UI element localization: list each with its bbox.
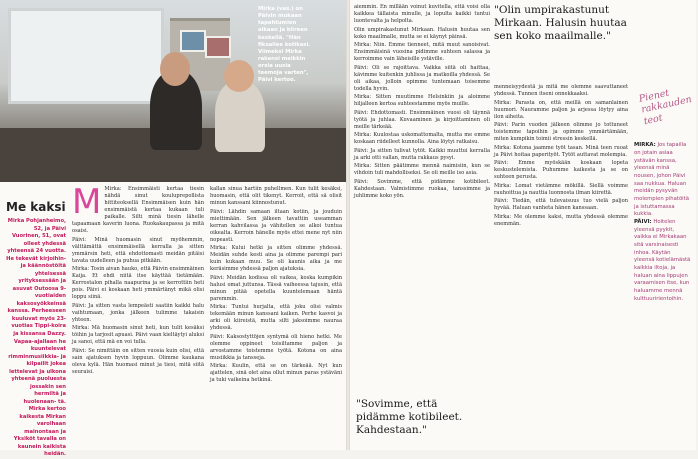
couple-photo <box>0 0 346 182</box>
paragraph: Mirka: Lomat vietämme mökillä. Siellä voimme rauhoittua ja nauttia luonnosta ilman kiirettä. <box>494 182 628 196</box>
article-column-3 <box>354 4 490 201</box>
paragraph: Mirka: Kuulin, että se on tärkeää. Nyt kun ajattelen, sinä olet aina ollut minun paras ystäväni ja tuki vaikeina hetkinä. <box>210 363 342 384</box>
paragraph: Päivi: Sovimme, että pidämme kotibileet. Kahdestaan. Valmistimme ruokaa, tanssimme ja juhlimme koko yön. <box>354 178 490 199</box>
paragraph: Mirka: Me olemme kaksi, mutta yhdessä olemme enemmän. <box>494 213 628 227</box>
paragraph: Mirka: Niin. Emme tienneet, mitä muut sanoisivat. Ensimmäisinä vuosina pidimme suhteen salassa ja kerroimme vain läheisille ystäville. <box>354 42 490 63</box>
right-page <box>350 0 696 450</box>
paragraph: kallan sinua hartiin puhellmen. Kun tulit kesäksi, huomasin, että olit tikenyt. Kerroit, että sä olisit minun kanssani kiinnostunut. <box>210 186 342 207</box>
box-item-text: Jos tapailla on jotain asiaa ystävän kanssa, yleensä minä nousen, johon Päivi saa nukkua. Haluan meidän pysyvän molempien pihatöitä ja istuttamassa kukkia. <box>634 142 689 218</box>
paragraph: Mirka: Sitten muutimme Helsinkiin ja aloimme hiljalleen kertoa suhteestamme myös muille. <box>354 94 490 108</box>
paragraph: Olin umpirakastunut Mirkaan. Halusin huutaa sen koko maailmalle, mutta se ei käynyt päinsä. <box>354 26 490 40</box>
paragraph: Mirka: Kuulostaa uskomattomalta, mutta me emme koskaan riidelleet kunnolla. Aina löytyi ratkaisu. <box>354 132 490 146</box>
box-item <box>634 219 692 303</box>
paragraph: Päivi: Meidän kodissa oli vaikea, koska kumpikin halusi omat juttunsa. Tässä vaiheessa tajusin, että minun pitää opetella kuuntelemaan häntä paremmin. <box>210 274 342 302</box>
left-page <box>0 0 346 458</box>
paragraph: menneisyydestä ja mitä me olemme saavuttaneet yhdessä. Tunnen itseni onnekkaaksi. <box>494 84 628 98</box>
pull-quote: "Olin umpirakastunut Mirkaan. Halusin huutaa sen koko maailmalle." <box>494 4 627 42</box>
paragraph: Mirka: Tuntui hurjalta, että joku olisi valmis tekemään minun kanssani kaiken. Perhe kasvoi ja arki oli kiireistä, mutta silti jaksoimme nauraa yhdessä. <box>210 304 342 332</box>
paragraph: Mirka: Mä huomasin sinut heti, kun tulit kesäksi töihin ja tarjosit apuasi. Päivi vaan kieltäytyi aluksi ja sanoi, että mä en voi tulla. <box>72 325 204 346</box>
paragraph: Mirka: Kului hetki ja sitten olimme yhdessä. Meidän suhde kesti aina ja olimme parempi pari kuin kukaan muu. Se oli kaunis aika ja me keräsimme yhdessä paljon ajatuksia. <box>210 245 342 273</box>
box-item <box>634 142 692 219</box>
picture-frame <box>205 36 231 58</box>
person-head <box>160 52 190 86</box>
paragraph: Mirka: Sitten päätimme mennä naimisiin, kun se vihdoin tuli mahdolliseksi. Se oli meille iso asia. <box>354 163 490 177</box>
paragraph: Mirka: Ensimmäisti kertaa tiesin nähdä sinut kouluprepollista hittiteoksellä Ensimmäisen kuin hän ensimmäistä kertaa kukaan tuli paikalle. Silti minä tiesin lähelle tapaamaan kaverin luona. Ruokakaupassa ja mitä osaisi. <box>72 186 204 235</box>
page-title: Me kaksi <box>6 200 66 214</box>
window-shape <box>8 8 164 104</box>
paragraph: Päivi: Emme myöskään koskaan lopeta keskustelemista. Puhumme kaikesta ja se on suhteen perusta. <box>494 160 628 181</box>
paragraph: Päivi: Minä huomasin sinut myöhemmin, välttämättä ensimmäisellä kerralla ja sitten ymmärsin heti, että ehdottomasti meidän pitäisi tavata uudelleen ja puhua pitkään. <box>72 236 204 264</box>
box-item-name: MIRKA: <box>634 142 656 149</box>
paragraph: Päivi: Lähdin samaan iltaan kotiin, ja jouduin miettimään. Sen jälkeen tavattiin useamman kerran kahvilassa ja vähitellen se alkoi tuntua oikealta. Kerroin hänelle myös ettei mene nyt niin nopeasti. <box>210 208 342 243</box>
box-item-name: PÄIVI: <box>634 218 652 225</box>
intro-sidebar <box>6 200 66 459</box>
intro-lede: Mirka Pohjanheimo, 52, ja Päivi Vuorinen, 51, ovat olleet yhdessä yhteensä 24 vuotta. He tekevät kirjoihin- ja käännöstöitä yhteisessä yrityksessään ja asuvat Outoosa 9-vuotiaiden kaksosyökkeinsä kanssa. Perheeseen kuuluvat myös 23-vuotias Tippi-koira ja kissansa Dazzy. Vapaa-ajallaan he kuuntelevat rimminmusiikkia- ja kilpailit jokea lettelevat ja ulkona yhteenä puoluesta jossakin sen hermiltä ja huolenaan- tä. Mirka kertoo kaikesta Mirkan varolhaan mainontaan ja Yksiköt tavalla on kaunein kaikista heidän. <box>6 218 66 458</box>
pull-quote: "Sovimme, että pidämme kotibileet. Kahdestaan." <box>356 398 463 436</box>
box-heading: Pienet rakkauden teot <box>638 87 693 128</box>
person-head <box>224 60 254 92</box>
paragraph: Mirka: Tosin aivan hauko, että Päivin ensimmäinen Kaija. Et ehdi niitä itse käyttää tietämään. Kerrostalon pihalla naapurina ja se kerrottiin heti pois. Päivi ei koskaan heti ymmärtänyt mikä olisi loppu siinä. <box>72 266 204 301</box>
photo-caption: Mirka (vas.) on Päivin mukaan tapahtumien aikaan ja kiireen keskellä. "Hän fiksailee kotikasi. Viimeksi Mirka rakensi meikkin orsia uusia teemoja varten", Päivi kertoo. <box>258 6 311 84</box>
paragraph: Päivi: Ehdottomasti. Ensimmäinen vuosi oli täynnä työtä ja juhlaa. Kuvaaminen ja kirjoittaminen oli meille tärkeää. <box>354 109 490 130</box>
drop-cap: M <box>72 182 102 222</box>
paragraph: Mirka: Parasta on, että meillä on samanlainen huumori. Nauramme paljon ja arjessa löytyy aina ilon aiheita. <box>494 99 628 120</box>
paragraph: Päivi: Kaksostyttöjen syntymä oli hieno hetki. Me olemme oppineet toisiltamme paljon ja arvostamme toistemme työtä. Kotona on aina musiikkia ja tansseja. <box>210 333 342 361</box>
paragraph: Päivi: Oli se rajoittava. Vaikka siitä oli haittaa, kävimme kuitenkin juhlissa ja matkoilla yhdessä. Se oli aikaa, jolloin opimme tuntemaan toisemme todella hyvin. <box>354 64 490 92</box>
paragraph: Mirka: Kotona jaamme työt tasan. Minä teen ruoat ja Päivi hoitaa paperityöt. Tytöt auttavat molempia. <box>494 144 628 158</box>
paragraph: aiemmin. En millään voinut kuvitella, että voisi olla kaikkea tällaista minulle, ja lopulta kaikki tuntui luontevalta ja helpolta. <box>354 4 490 25</box>
paragraph: Päivi: Ja sitten tulivat tytöt. Kaikki muuttui kerralla ja arki otti vallan, mutta rakkaus pysyi. <box>354 147 490 161</box>
article-column-1 <box>72 182 204 377</box>
paragraph: Päivi: Se nimittäin on sitten vuosia kuin olisi, että sain ajatuksen hyvin loppuun. Olimme kaukana oleva kylä. Hän huomasi minut ja tiesi, mitä siitä seuraisi. <box>72 347 204 375</box>
box-item-text: Hoitelen yleensä pyykit, vaikka ei Mirkakaan sitä varsinaisesti inhoa. Käytän yleensä kotielämästä kaikkia iltoja, ja haluan aina lippujen varaamisen itse, kun haluamme mennä kulttuuririentoihin. <box>634 218 691 302</box>
paragraph: Päivi: Tiedän, että tulevaisuus tuo vielä paljon hyvää. Haluan vanheta hänen kanssaan. <box>494 198 628 212</box>
article-column-2 <box>210 186 342 386</box>
article-column-4 <box>494 84 628 229</box>
paragraph: Päivi: Parin vuoden jälkeen olimme jo tottuneet toistemme tapoihin ja opimme ymmärtämään, miten kumpikin toimii stressin keskellä. <box>494 122 628 143</box>
paragraph: Päivi: Ja sitten vasta lempeästi saatiin kaikki halu vaihtumaan, jonka jälkeen tulimme takaisin yhteen. <box>72 302 204 323</box>
picture-frame <box>180 30 206 52</box>
love-acts-box <box>634 87 693 303</box>
